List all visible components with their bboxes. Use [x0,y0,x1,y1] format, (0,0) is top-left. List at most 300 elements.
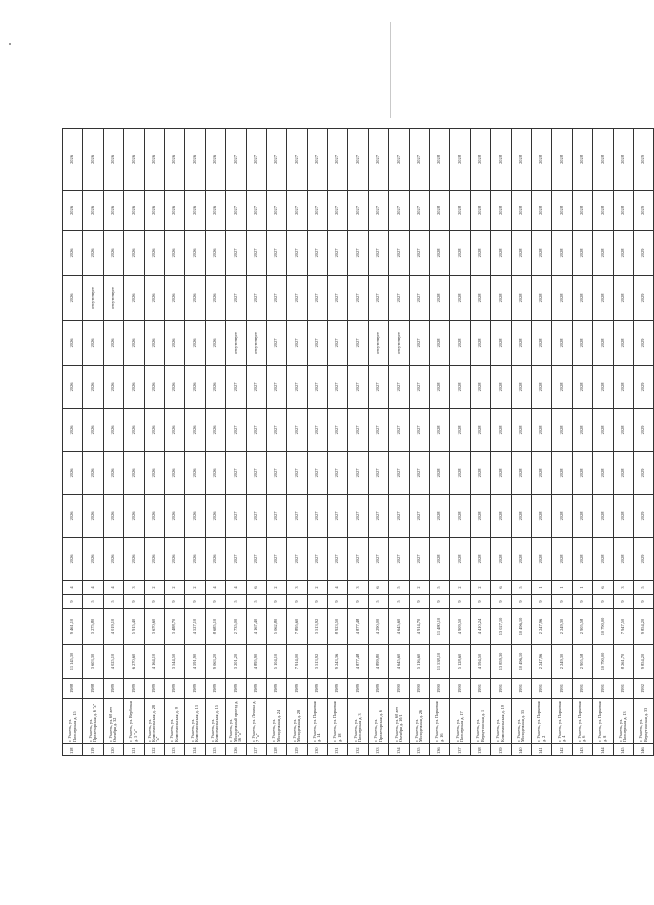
cell-total-area: 4 594,50 [470,645,490,679]
cell-repair-year-5: 2027 [287,366,307,409]
rotated-page [62,129,648,756]
cell-total-area: 4 591,90 [185,645,205,679]
cell-year-built: 1991 [531,679,551,699]
cell-living-area: 4 914,70 [409,609,429,645]
cell-repair-year-8: 2028 [491,231,511,276]
cell-repair-year-1: 2027 [348,538,368,581]
cell-address: г. Ухнеть, ул. Пионерская д. 3 [348,699,368,744]
cell-address: г. Ухнеть, ул. Парковая д. 4 [552,699,572,744]
cell-repair-year-5: 2027 [348,366,368,409]
cell-living-area: 4 909,50 [450,609,470,645]
cell-repair-year-8: 2026 [185,231,205,276]
cell-repair-year-2: 2026 [103,495,123,538]
cell-repair-year-6: 2026 [144,321,164,366]
cell-repair-year-6: 2029 [633,321,653,366]
cell-total-area: 9 854,20 [633,645,653,679]
cell-repair-year-2: 2028 [450,495,470,538]
cell-repair-year-9: 2026 [63,191,83,231]
cell-floors: 9 [63,595,83,609]
table-row [552,129,572,756]
cell-row-number: 130 [307,744,327,756]
cell-repair-year-3: 2027 [368,452,388,495]
cell-year-built: 1989 [185,679,205,699]
cell-repair-year-4: 2026 [205,409,225,452]
cell-repair-year-8: 2026 [205,231,225,276]
cell-repair-year-7: 2027 [226,276,246,321]
cell-address: г. Ухнеть, ул. Комсомольская д. 28 "а" [144,699,164,744]
cell-repair-year-3: 2028 [511,452,531,495]
cell-repair-year-2: 2028 [572,495,592,538]
cell-total-area: 9 243,36 [328,645,348,679]
cell-repair-year-2: 2028 [511,495,531,538]
cell-repair-year-4: 2028 [430,409,450,452]
cell-repair-year-6: 2028 [470,321,490,366]
cell-repair-year-5: 2027 [307,366,327,409]
cell-living-area: 5 062,80 [266,609,286,645]
cell-repair-year-4: 2027 [287,409,307,452]
cell-address: г. Ухнеть, ул. Молодежная д. 24 [266,699,286,744]
cell-repair-year-8: 2028 [470,231,490,276]
cell-repair-year-5: 2028 [430,366,450,409]
cell-row-number: 134 [389,744,409,756]
cell-entrances: 4 [103,581,123,595]
cell-repair-year-6: 2028 [593,321,613,366]
cell-repair-year-10: 2027 [226,129,246,191]
cell-entrances: 5 [633,581,653,595]
cell-repair-year-3: 2027 [287,452,307,495]
cell-repair-year-1: 2027 [266,538,286,581]
cell-living-area: 3 488,70 [164,609,184,645]
cell-entrances: 3 [348,581,368,595]
cell-repair-year-5: 2026 [144,366,164,409]
cell-repair-year-9: 2027 [409,191,429,231]
cell-year-built: 1989 [266,679,286,699]
cell-repair-year-1: 2029 [633,538,653,581]
cell-year-built: 1989 [287,679,307,699]
cell-repair-year-5: 2028 [613,366,633,409]
table-row [348,129,368,756]
cell-floors: 5 [83,595,103,609]
table-row [430,129,450,756]
cell-row-number: 126 [226,744,246,756]
cell-repair-year-10: 2028 [511,129,531,191]
table-row [633,129,653,756]
cell-repair-year-9: 2028 [531,191,551,231]
table-body [63,129,654,756]
table-row [185,129,205,756]
cell-repair-year-1: 2027 [368,538,388,581]
cell-year-built: 1991 [491,679,511,699]
cell-repair-year-3: 2028 [470,452,490,495]
cell-repair-year-7: 2027 [266,276,286,321]
repair-schedule-table [62,128,654,756]
cell-repair-year-4: 2027 [348,409,368,452]
cell-address: г. Ухнеть, ул. Верхутинская д. 33 [633,699,653,744]
cell-floors: 9 [470,595,490,609]
cell-repair-year-1: 2026 [124,538,144,581]
cell-repair-year-2: 2027 [409,495,429,538]
cell-repair-year-8: 2027 [266,231,286,276]
cell-repair-year-7: 2026 [144,276,164,321]
cell-repair-year-10: 2028 [491,129,511,191]
cell-total-area: 3 603,30 [83,645,103,679]
cell-total-area: 4 025,10 [103,645,123,679]
cell-year-built: 1990 [389,679,409,699]
cell-repair-year-4: 2028 [450,409,470,452]
cell-repair-year-6: 2027 [287,321,307,366]
cell-repair-year-7: 2028 [511,276,531,321]
cell-year-built: 1991 [511,679,531,699]
cell-year-built: 1989 [124,679,144,699]
cell-repair-year-7: отсутствует [103,276,123,321]
cell-address: г. Ухнеть, ул. Пролетарская д. 6 "а" [83,699,103,744]
cell-repair-year-8: 2026 [63,231,83,276]
cell-repair-year-9: 2026 [83,191,103,231]
cell-repair-year-5: 2027 [266,366,286,409]
cell-repair-year-9: 2027 [246,191,266,231]
cell-repair-year-7: 2027 [368,276,388,321]
cell-total-area: 4 895,90 [246,645,266,679]
cell-address: г. Ухнеть, ул. 60 лет Октября д. 10/1 [389,699,409,744]
cell-repair-year-10: 2027 [409,129,429,191]
cell-repair-year-3: 2027 [266,452,286,495]
cell-repair-year-1: 2026 [103,538,123,581]
cell-repair-year-1: 2028 [572,538,592,581]
cell-repair-year-7: 2027 [287,276,307,321]
cell-address: г. Ухнеть, ул. Парковая д. 8 [593,699,613,744]
cell-repair-year-10: 2026 [103,129,123,191]
cell-repair-year-5: 2026 [185,366,205,409]
cell-repair-year-3: 2028 [613,452,633,495]
cell-row-number: 144 [593,744,613,756]
cell-floors: 9 [593,595,613,609]
cell-total-area: 5 104,10 [266,645,286,679]
cell-floors: 9 [572,595,592,609]
cell-repair-year-5: 2027 [368,366,388,409]
cell-repair-year-2: 2026 [63,495,83,538]
cell-row-number: 142 [552,744,572,756]
cell-floors: 9 [205,595,225,609]
cell-repair-year-2: 2027 [348,495,368,538]
cell-floors: 9 [266,595,286,609]
cell-repair-year-9: 2027 [368,191,388,231]
cell-repair-year-8: 2027 [226,231,246,276]
cell-repair-year-8: 2028 [613,231,633,276]
cell-row-number: 131 [328,744,348,756]
cell-total-area: 5 116,60 [409,645,429,679]
cell-floors: 9 [450,595,470,609]
cell-repair-year-6: отсутствует [246,321,266,366]
cell-repair-year-10: 2027 [287,129,307,191]
cell-address: г. Ухнеть, ул. Верхутинская д. 1 [470,699,490,744]
cell-repair-year-6: 2028 [491,321,511,366]
cell-repair-year-1: 2028 [531,538,551,581]
cell-floors: 9 [409,595,429,609]
cell-floors: 9 [491,595,511,609]
cell-living-area: 10 790,00 [593,609,613,645]
cell-repair-year-8: 2027 [246,231,266,276]
cell-repair-year-10: 2026 [124,129,144,191]
cell-repair-year-4: 2027 [328,409,348,452]
cell-repair-year-4: 2026 [164,409,184,452]
cell-repair-year-2: 2026 [144,495,164,538]
table-row [593,129,613,756]
cell-entrances: 6 [593,581,613,595]
cell-repair-year-9: 2026 [205,191,225,231]
cell-repair-year-4: 2026 [124,409,144,452]
cell-repair-year-3: 2026 [83,452,103,495]
cell-address: г. Ухнеть, ул. Парковая д. 14 [307,699,327,744]
cell-living-area: 5 915,40 [124,609,144,645]
cell-total-area: 11 145,30 [63,645,83,679]
cell-repair-year-1: 2027 [226,538,246,581]
cell-address: г. Ухнеть, ул. 60 лет Октября д. 32 [103,699,123,744]
cell-repair-year-4: 2027 [307,409,327,452]
cell-repair-year-2: 2026 [164,495,184,538]
cell-year-built: 1989 [348,679,368,699]
cell-total-area: 10 496,10 [511,645,531,679]
cell-repair-year-2: 2028 [531,495,551,538]
cell-repair-year-3: 2028 [531,452,551,495]
cell-repair-year-1: 2028 [470,538,490,581]
cell-repair-year-2: 2027 [246,495,266,538]
cell-year-built: 1989 [144,679,164,699]
cell-total-area: 3 544,50 [164,645,184,679]
cell-repair-year-3: 2027 [246,452,266,495]
cell-repair-year-1: 2028 [450,538,470,581]
cell-living-area: 4 410,24 [470,609,490,645]
cell-address: г. Ухнеть, ул. Комсомольская д. 13 [185,699,205,744]
cell-living-area: 4 645,60 [389,609,409,645]
cell-repair-year-5: 2026 [103,366,123,409]
cell-address: г. Ухнеть, ул. Молодежный проезд д. 16 "а" [226,699,246,744]
cell-repair-year-3: 2029 [633,452,653,495]
cell-total-area: 4 645,60 [389,645,409,679]
cell-repair-year-4: 2028 [531,409,551,452]
cell-repair-year-5: 2026 [63,366,83,409]
cell-repair-year-7: 2027 [389,276,409,321]
cell-entrances: 2 [470,581,490,595]
cell-living-area: 2 735,00 [226,609,246,645]
cell-repair-year-8: 2027 [348,231,368,276]
cell-entrances: 2 [164,581,184,595]
table-row [572,129,592,756]
cell-address: г. Ухнеть, ул. Ленина д. 7 "а" [246,699,266,744]
cell-repair-year-10: 2028 [470,129,490,191]
cell-floors: 9 [613,595,633,609]
cell-living-area: 7 895,60 [287,609,307,645]
cell-repair-year-10: 2026 [63,129,83,191]
cell-year-built: 1991 [470,679,490,699]
cell-total-area: 3 201,20 [226,645,246,679]
cell-row-number: 136 [430,744,450,756]
cell-repair-year-6: отсутствует [389,321,409,366]
cell-living-area: 8 923,50 [328,609,348,645]
cell-repair-year-2: 2027 [307,495,327,538]
cell-repair-year-4: 2028 [613,409,633,452]
cell-year-built: 1989 [226,679,246,699]
cell-repair-year-8: 2027 [409,231,429,276]
cell-repair-year-1: 2028 [552,538,572,581]
cell-floors: 9 [307,595,327,609]
cell-total-area: 3 513,92 [307,645,327,679]
cell-row-number: 143 [572,744,592,756]
cell-repair-year-3: 2026 [205,452,225,495]
cell-repair-year-5: 2027 [246,366,266,409]
cell-repair-year-8: 2029 [633,231,653,276]
cell-repair-year-3: 2028 [430,452,450,495]
cell-repair-year-1: 2026 [83,538,103,581]
cell-repair-year-8: 2028 [511,231,531,276]
table-row [83,129,103,756]
cell-repair-year-8: 2027 [389,231,409,276]
cell-repair-year-5: 2028 [552,366,572,409]
cell-living-area: 8 685,10 [205,609,225,645]
cell-floors: 9 [633,595,653,609]
cell-repair-year-10: 2026 [164,129,184,191]
cell-row-number: 145 [613,744,633,756]
cell-entrances: 2 [450,581,470,595]
cell-floors: 9 [348,595,368,609]
cell-repair-year-1: 2028 [613,538,633,581]
cell-year-built: 1989 [328,679,348,699]
cell-repair-year-1: 2026 [63,538,83,581]
cell-entrances: 2 [266,581,286,595]
cell-repair-year-4: 2028 [552,409,572,452]
cell-repair-year-3: 2027 [348,452,368,495]
cell-repair-year-9: 2027 [389,191,409,231]
cell-repair-year-5: 2028 [531,366,551,409]
table-row [613,129,633,756]
cell-repair-year-8: 2028 [450,231,470,276]
cell-entrances: 1 [531,581,551,595]
cell-address: г. Ухнеть, ул. Молодежная д. 28 [287,699,307,744]
cell-repair-year-6: 2026 [205,321,225,366]
cell-row-number: 139 [491,744,511,756]
cell-repair-year-3: 2026 [63,452,83,495]
cell-year-built: 1989 [164,679,184,699]
cell-repair-year-1: 2028 [491,538,511,581]
cell-repair-year-9: 2028 [491,191,511,231]
cell-repair-year-3: 2028 [491,452,511,495]
cell-repair-year-6: 2027 [266,321,286,366]
cell-living-area: 2 247,96 [531,609,551,645]
cell-repair-year-10: 2026 [144,129,164,191]
cell-repair-year-2: 2026 [205,495,225,538]
cell-repair-year-2: 2027 [266,495,286,538]
cell-living-area: 3 670,60 [144,609,164,645]
cell-row-number: 138 [470,744,490,756]
cell-year-built: 1989 [368,679,388,699]
cell-year-built: 1989 [307,679,327,699]
cell-address: г. Ухнеть, ул. Комсомольская д. 15 [205,699,225,744]
cell-repair-year-9: 2028 [511,191,531,231]
cell-repair-year-7: 2028 [572,276,592,321]
cell-repair-year-10: 2027 [246,129,266,191]
cell-repair-year-8: 2026 [144,231,164,276]
cell-entrances: 6 [368,581,388,595]
cell-repair-year-1: 2027 [246,538,266,581]
cell-floors: 9 [552,595,572,609]
cell-repair-year-10: 2028 [572,129,592,191]
cell-repair-year-7: 2027 [307,276,327,321]
cell-repair-year-6: 2028 [613,321,633,366]
cell-floors: 5 [389,595,409,609]
cell-repair-year-7: 2028 [613,276,633,321]
cell-repair-year-7: 2028 [491,276,511,321]
cell-repair-year-8: 2028 [430,231,450,276]
cell-repair-year-6: 2028 [430,321,450,366]
cell-floors: 5 [103,595,123,609]
cell-year-built: 1990 [430,679,450,699]
cell-repair-year-2: 2027 [328,495,348,538]
cell-repair-year-1: 2026 [185,538,205,581]
cell-repair-year-3: 2027 [307,452,327,495]
cell-living-area: 9 461,10 [63,609,83,645]
cell-repair-year-6: 2026 [164,321,184,366]
cell-repair-year-8: 2026 [103,231,123,276]
cell-repair-year-4: 2027 [226,409,246,452]
table-row [144,129,164,756]
scan-speck [9,43,11,45]
cell-repair-year-3: 2028 [593,452,613,495]
cell-repair-year-7: 2028 [531,276,551,321]
cell-repair-year-3: 2027 [389,452,409,495]
cell-repair-year-5: 2026 [164,366,184,409]
table-row [511,129,531,756]
cell-entrances: 5 [389,581,409,595]
cell-repair-year-4: 2026 [185,409,205,452]
cell-repair-year-1: 2026 [205,538,225,581]
cell-repair-year-8: 2026 [164,231,184,276]
cell-repair-year-3: 2027 [328,452,348,495]
cell-address: г. Ухнеть, ул. Вербовая д. 5 "а" [124,699,144,744]
cell-repair-year-5: 2027 [328,366,348,409]
cell-address: г. Ухнеть, ул. Парковая д. 2 [531,699,551,744]
cell-repair-year-9: 2028 [552,191,572,231]
cell-repair-year-3: 2026 [185,452,205,495]
cell-repair-year-6: 2027 [328,321,348,366]
cell-repair-year-7: 2029 [633,276,653,321]
table-row [205,129,225,756]
cell-repair-year-9: 2027 [307,191,327,231]
cell-repair-year-5: 2029 [633,366,653,409]
table-row [287,129,307,756]
cell-repair-year-5: 2028 [572,366,592,409]
cell-repair-year-1: 2027 [307,538,327,581]
cell-repair-year-8: 2027 [328,231,348,276]
cell-row-number: 140 [511,744,531,756]
table-row [491,129,511,756]
cell-repair-year-4: 2026 [63,409,83,452]
cell-repair-year-7: 2027 [409,276,429,321]
cell-repair-year-10: 2028 [552,129,572,191]
cell-repair-year-9: 2027 [328,191,348,231]
cell-repair-year-3: 2026 [144,452,164,495]
cell-repair-year-2: 2026 [185,495,205,538]
cell-repair-year-2: 2027 [389,495,409,538]
cell-row-number: 118 [63,744,83,756]
cell-repair-year-7: 2026 [185,276,205,321]
cell-repair-year-7: 2028 [593,276,613,321]
cell-repair-year-1: 2027 [409,538,429,581]
cell-repair-year-5: 2026 [83,366,103,409]
table-row [389,129,409,756]
cell-repair-year-1: 2027 [328,538,348,581]
cell-repair-year-10: 2028 [430,129,450,191]
cell-repair-year-4: 2029 [633,409,653,452]
cell-year-built: 1988 [83,679,103,699]
